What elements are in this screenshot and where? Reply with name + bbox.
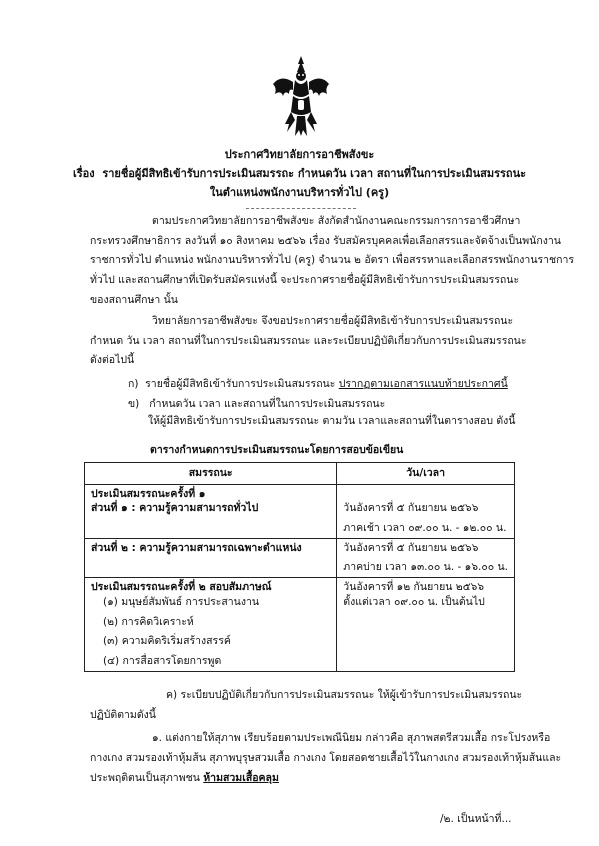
rule-1-text: ประพฤติตนเป็นสุภาพชน [90,772,200,784]
item-b-detail: ให้ผู้มีสิทธิเข้ารับการประเมินสมรรถนะ ตามวัน เวลาและสถานที่ในตารางสอบ ดังนี้ [148,415,516,427]
header-competency: สมรรถนะ [85,463,337,485]
table-row [85,538,515,577]
exam-time: ภาคเช้า เวลา ๐๙.๐๐ น. - ๑๒.๐๐ น. [343,522,507,535]
paragraph-line: วิทยาลัยการอาชีพสังขะ จึงขอประกาศรายชื่อผู้มีสิทธิเข้ารับการประเมินสมรรถนะ [152,315,514,327]
interview-topic: (๔) การสื่อสารโดยการพูด [103,654,222,667]
rule-1-line: ๑. แต่งกายให้สุภาพ เรียบร้อยตามประเพณีนิยม กล่าวคือ สุภาพสตรีสวมเสื้อ กระโปรงหรือ [152,732,551,744]
subject-line [0,166,599,181]
subject-label: เรื่อง [72,167,95,180]
document-title: ประกาศวิทยาลัยการอาชีพสังขะ [224,148,375,161]
rule-1-emphasis: ห้ามสวมเสื้อคลุม [203,772,279,784]
item-a-label: ก) [128,378,139,390]
table-header-row [85,463,515,485]
section-c-intro: ค) ระเบียบปฏิบัติเกี่ยวกับการประเมินสมรรถนะ ให้ผู้เข้ารับการประเมินสมรรถนะ [166,689,523,701]
exam-date: วันอังคารที่ ๑๒ กันยายน ๒๕๖๖ [343,581,484,594]
exam-time: ตั้งแต่เวลา ๐๙.๐๐ น. เป็นต้นไป [343,595,485,608]
datetime-cell [337,538,515,577]
page-continuation: /๒. เป็นหน้าที่... [440,813,512,825]
paragraph-line: กระทรวงศึกษาธิการ ลงวันที่ ๑๐ สิงหาคม ๒๕๖๖ เรื่อง รับสมัครบุคคลเพื่อเลือกสรรและจัดจ้างเป็นพนักงาน [90,234,561,247]
interview-topic: (๓) ความคิดริเริ่มสร้างสรรค์ [103,635,231,648]
item-a-text: รายชื่อผู้มีสิทธิเข้ารับการประเมินสมรรถนะ [145,378,336,390]
garuda-emblem-icon [271,54,331,138]
exam-date: วันอังคารที่ ๕ กันยายน ๒๕๖๖ [343,541,479,554]
interview-topic: (๒) การคิดวิเคราะห์ [103,615,194,628]
paragraph-line: ทั่วไป และสถานศึกษาที่เปิดรับสมัครแห่งนี้ จะประกาศรายชื่อผู้มีสิทธิเข้ารับการประเมินสมรรถนะ [90,274,520,287]
header-datetime: วัน/เวลา [337,463,515,485]
datetime-cell [337,484,515,538]
rule-1-line [90,771,279,786]
section-c-intro-cont: ปฏิบัติตามดังนี้ [90,709,156,721]
part-title: ส่วนที่ ๒ : ความรู้ความสามารถเฉพาะตำแหน่ง [91,541,302,554]
interview-topic: (๑) มนุษย์สัมพันธ์ การประสานงาน [103,595,260,608]
rule-1-line: กางเกง สวมรองเท้าหุ้มส้น สุภาพบุรุษสวมเสื้อ กางเกง โดยสอดชายเสื้อไว้ในกางเกง สวมรองเท้าหุ้มส้นและ [90,752,562,764]
table-title: ตารางกำหนดการประเมินสมรรถนะโดยการสอบข้อเขียน [150,444,404,456]
item-b [128,397,385,412]
paragraph-line: ของสถานศึกษา นั้น [90,293,178,306]
title-divider [246,208,356,209]
round-title: ประเมินสมรรถนะครั้งที่ ๒ สอบสัมภาษณ์ [91,581,272,594]
competency-cell [85,538,337,577]
paragraph-declaration [90,314,530,368]
subject-position: ในตำแหน่งพนักงานบริหารทั่วไป (ครู) [209,186,390,199]
item-b-text: กำหนดวัน เวลา และสถานที่ในการประเมินสมรรถนะ [149,398,386,410]
table-row [85,578,515,671]
part-title: ส่วนที่ ๑ : ความรู้ความสามารถทั่วไป [91,502,259,515]
round-title: ประเมินสมรรถนะครั้งที่ ๑ [91,487,206,500]
paragraph-announcement [90,214,575,307]
table-row [85,484,515,538]
paragraph-line: ราชการทั่วไป ตำแหน่ง พนักงานบริหารทั่วไป (ครู) จำนวน ๒ อัตรา เพื่อสรรหาและเลือกสรรพนักงานราชการ [90,254,575,267]
item-a [128,377,508,392]
schedule-table [84,462,515,672]
exam-date: วันอังคารที่ ๕ กันยายน ๒๕๖๖ [343,502,479,515]
datetime-cell [337,578,515,671]
competency-cell [85,484,337,538]
attachment-reference: ปรากฏตามเอกสารแนบท้ายประกาศนี้ [338,378,508,390]
competency-cell [85,578,337,671]
item-b-label: ข) [128,398,140,410]
paragraph-line: กำหนด วัน เวลา สถานที่ในการประเมินสมรรถนะ และระเบียบปฏิบัติเกี่ยวกับการประเมินสมรรถนะ [90,334,527,347]
paragraph-line: ดังต่อไปนี้ [90,354,135,367]
exam-time: ภาคบ่าย เวลา ๑๓.๐๐ น. - ๑๖.๐๐ น. [343,561,508,574]
subject-text: รายชื่อผู้มีสิทธิเข้ารับการประเมินสมรรถะ กำหนดวัน เวลา สถานที่ในการประเมินสมรรถนะ [102,167,527,180]
paragraph-line: ตามประกาศวิทยาลัยการอาชีพสังขะ สังกัดสำนักงานคณะกรรมการการอาชีวศึกษา [152,215,521,227]
